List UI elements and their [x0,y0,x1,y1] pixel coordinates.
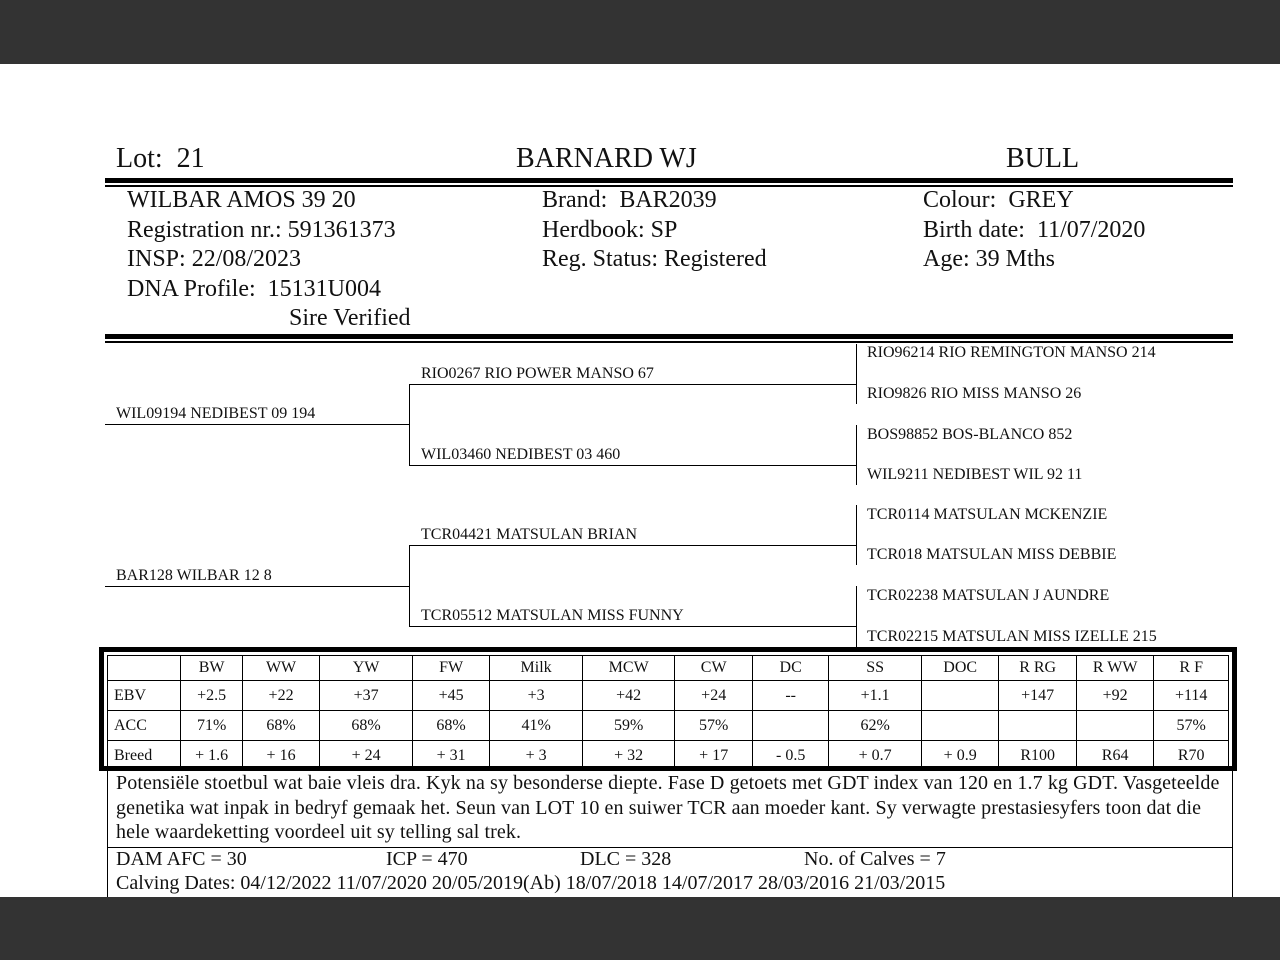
ebv-header-cell: SS [829,656,922,681]
ebv-cell: 57% [675,711,752,741]
ebv-cell: + 24 [320,741,413,771]
ebv-row-breed [108,741,1229,771]
ebv-cell: 41% [490,711,583,741]
ebv-row-ebv [108,681,1229,711]
pedigree-gg-3: BOS98852 BOS-BLANCO 852 [867,426,1073,443]
ebv-cell: +114 [1154,681,1229,711]
ebv-cell: 71% [181,711,242,741]
lot-heading: Lot: 21 [116,143,205,174]
ebv-header-cell [108,656,181,681]
ebv-header-cell: FW [412,656,489,681]
ebv-header-cell: BW [181,656,242,681]
age-line: Age: 39 Mths [923,246,1056,272]
pedigree-gg-8: TCR02215 MATSULAN MISS IZELLE 215 [867,628,1157,645]
ebv-cell: + 31 [412,741,489,771]
colour-line: Colour: GREY [923,187,1074,213]
ebv-cell: - 0.5 [752,741,828,771]
pedigree-line [409,384,410,465]
animal-name: WILBAR AMOS 39 20 [127,187,356,213]
pedigree-dam-dam: TCR05512 MATSULAN MISS FUNNY [421,607,684,624]
pedigree-gg-4: WIL9211 NEDIBEST WIL 92 11 [867,466,1083,483]
ebv-row-label: ACC [108,711,181,741]
ebv-cell: + 3 [490,741,583,771]
pedigree-sire-sire: RIO0267 RIO POWER MANSO 67 [421,365,654,382]
ebv-cell: 62% [829,711,922,741]
pedigree-line [856,505,857,565]
ebv-cell: 68% [412,711,489,741]
pedigree-dam: BAR128 WILBAR 12 8 [116,567,272,584]
info-middle-column [542,186,767,275]
ebv-cell: + 32 [582,741,675,771]
animal-sex: BULL [1006,143,1080,174]
pedigree-line [105,586,410,587]
ebv-cell: +24 [675,681,752,711]
ebv-cell: + 16 [242,741,319,771]
ebv-cell: R70 [1154,741,1229,771]
registration-line: Registration nr.: 591361373 [127,216,396,243]
ebv-cell: + 0.9 [921,741,998,771]
calving-dates: Calving Dates: 04/12/2022 11/07/2020 20/05/2019(Ab) 18/07/2018 14/07/2017 28/03/2016 21/03/2015 [116,872,946,894]
ebv-cell: + 1.6 [181,741,242,771]
ebv-header-cell: R RG [999,656,1076,681]
ebv-row-label: Breed [108,741,181,771]
ebv-header-cell: DC [752,656,828,681]
dam-icp: ICP = 470 [386,848,468,870]
ebv-header-cell: WW [242,656,319,681]
ebv-header-cell: YW [320,656,413,681]
ebv-header-cell: DOC [921,656,998,681]
pedigree-sire: WIL09194 NEDIBEST 09 194 [116,405,316,422]
ebv-cell: + 17 [675,741,752,771]
pedigree-gg-6: TCR018 MATSULAN MISS DEBBIE [867,546,1117,563]
pedigree-line [409,626,856,627]
ebv-cell: 68% [320,711,413,741]
ebv-row-acc [108,711,1229,741]
ebv-table [107,655,1229,771]
ebv-cell: +45 [412,681,489,711]
pedigree-line [409,465,856,466]
ebv-cell: 68% [242,711,319,741]
pedigree-sire-dam: WIL03460 NEDIBEST 03 460 [421,446,621,463]
lot-number: 21 [176,143,205,174]
ebv-cell: +147 [999,681,1076,711]
brand-line: Brand: BAR2039 [542,187,717,213]
ebv-cell: 59% [582,711,675,741]
ebv-cell: 57% [1154,711,1229,741]
ebv-cell: +37 [320,681,413,711]
ebv-cell: +22 [242,681,319,711]
pedigree-dam-sire: TCR04421 MATSULAN BRIAN [421,526,638,543]
pedigree-line [409,545,410,626]
ebv-row-label: EBV [108,681,181,711]
ebv-cell: -- [752,681,828,711]
pedigree-gg-1: RIO96214 RIO REMINGTON MANSO 214 [867,344,1156,361]
ebv-cell: +2.5 [181,681,242,711]
ebv-cell [921,711,998,741]
sire-verified: Sire Verified [289,305,411,331]
insp-line: INSP: 22/08/2023 [127,246,302,272]
ebv-cell: +1.1 [829,681,922,711]
pedigree-line [856,425,857,485]
pedigree-gg-2: RIO9826 RIO MISS MANSO 26 [867,385,1082,402]
ebv-header-cell: MCW [582,656,675,681]
info-rule-thin [105,341,1233,343]
pedigree-line [409,545,856,546]
pedigree-gg-7: TCR02238 MATSULAN J AUNDRE [867,587,1110,604]
info-rule-thick [105,334,1233,339]
ebv-cell: R64 [1076,741,1153,771]
ebv-cell: +3 [490,681,583,711]
birth-date-line: Birth date: 11/07/2020 [923,216,1146,243]
ebv-cell [999,711,1076,741]
pedigree-line [856,586,857,648]
header-rule-thick [105,178,1233,183]
ebv-cell: +92 [1076,681,1153,711]
dam-afc: DAM AFC = 30 [116,848,247,870]
herdbook-line: Herdbook: SP [542,216,678,243]
ebv-cell [752,711,828,741]
ebv-header-cell: R WW [1076,656,1153,681]
ebv-cell [1076,711,1153,741]
breeder-name: BARNARD WJ [516,143,697,174]
pedigree-line [856,344,857,404]
pedigree-gg-5: TCR0114 MATSULAN MCKENZIE [867,506,1108,523]
ebv-cell [921,681,998,711]
ebv-header-cell: Milk [490,656,583,681]
pedigree-line [105,424,410,425]
dam-dlc: DLC = 328 [580,848,672,870]
info-left-column [127,186,411,334]
ebv-header-row [108,656,1229,681]
ebv-header-cell: R F [1154,656,1229,681]
bottom-dark-bar [0,897,1280,960]
info-right-column [923,186,1145,275]
ebv-cell: + 0.7 [829,741,922,771]
sale-notes: Potensiële stoetbul wat baie vleis dra. Kyk na sy besonderse diepte. Fase D getoets met GDT index van 120 en 1.7 kg GDT. Vasgeteelde genetika wat inpak in bedryf gemaak het. Seun van LOT 10 en suiwer TCR aan moeder kant. Sy verwagte prestasiesyfers toon dat die hele waardeketting voordeel uit sy telling sal trek. [116,772,1220,843]
dam-calves: No. of Calves = 7 [804,848,946,870]
ebv-cell: R100 [999,741,1076,771]
reg-status-line: Reg. Status: Registered [542,246,767,272]
dna-line: DNA Profile: 15131U004 [127,275,382,302]
ebv-cell: +42 [582,681,675,711]
top-dark-bar [0,0,1280,64]
ebv-header-cell: CW [675,656,752,681]
pedigree-line [409,384,856,385]
